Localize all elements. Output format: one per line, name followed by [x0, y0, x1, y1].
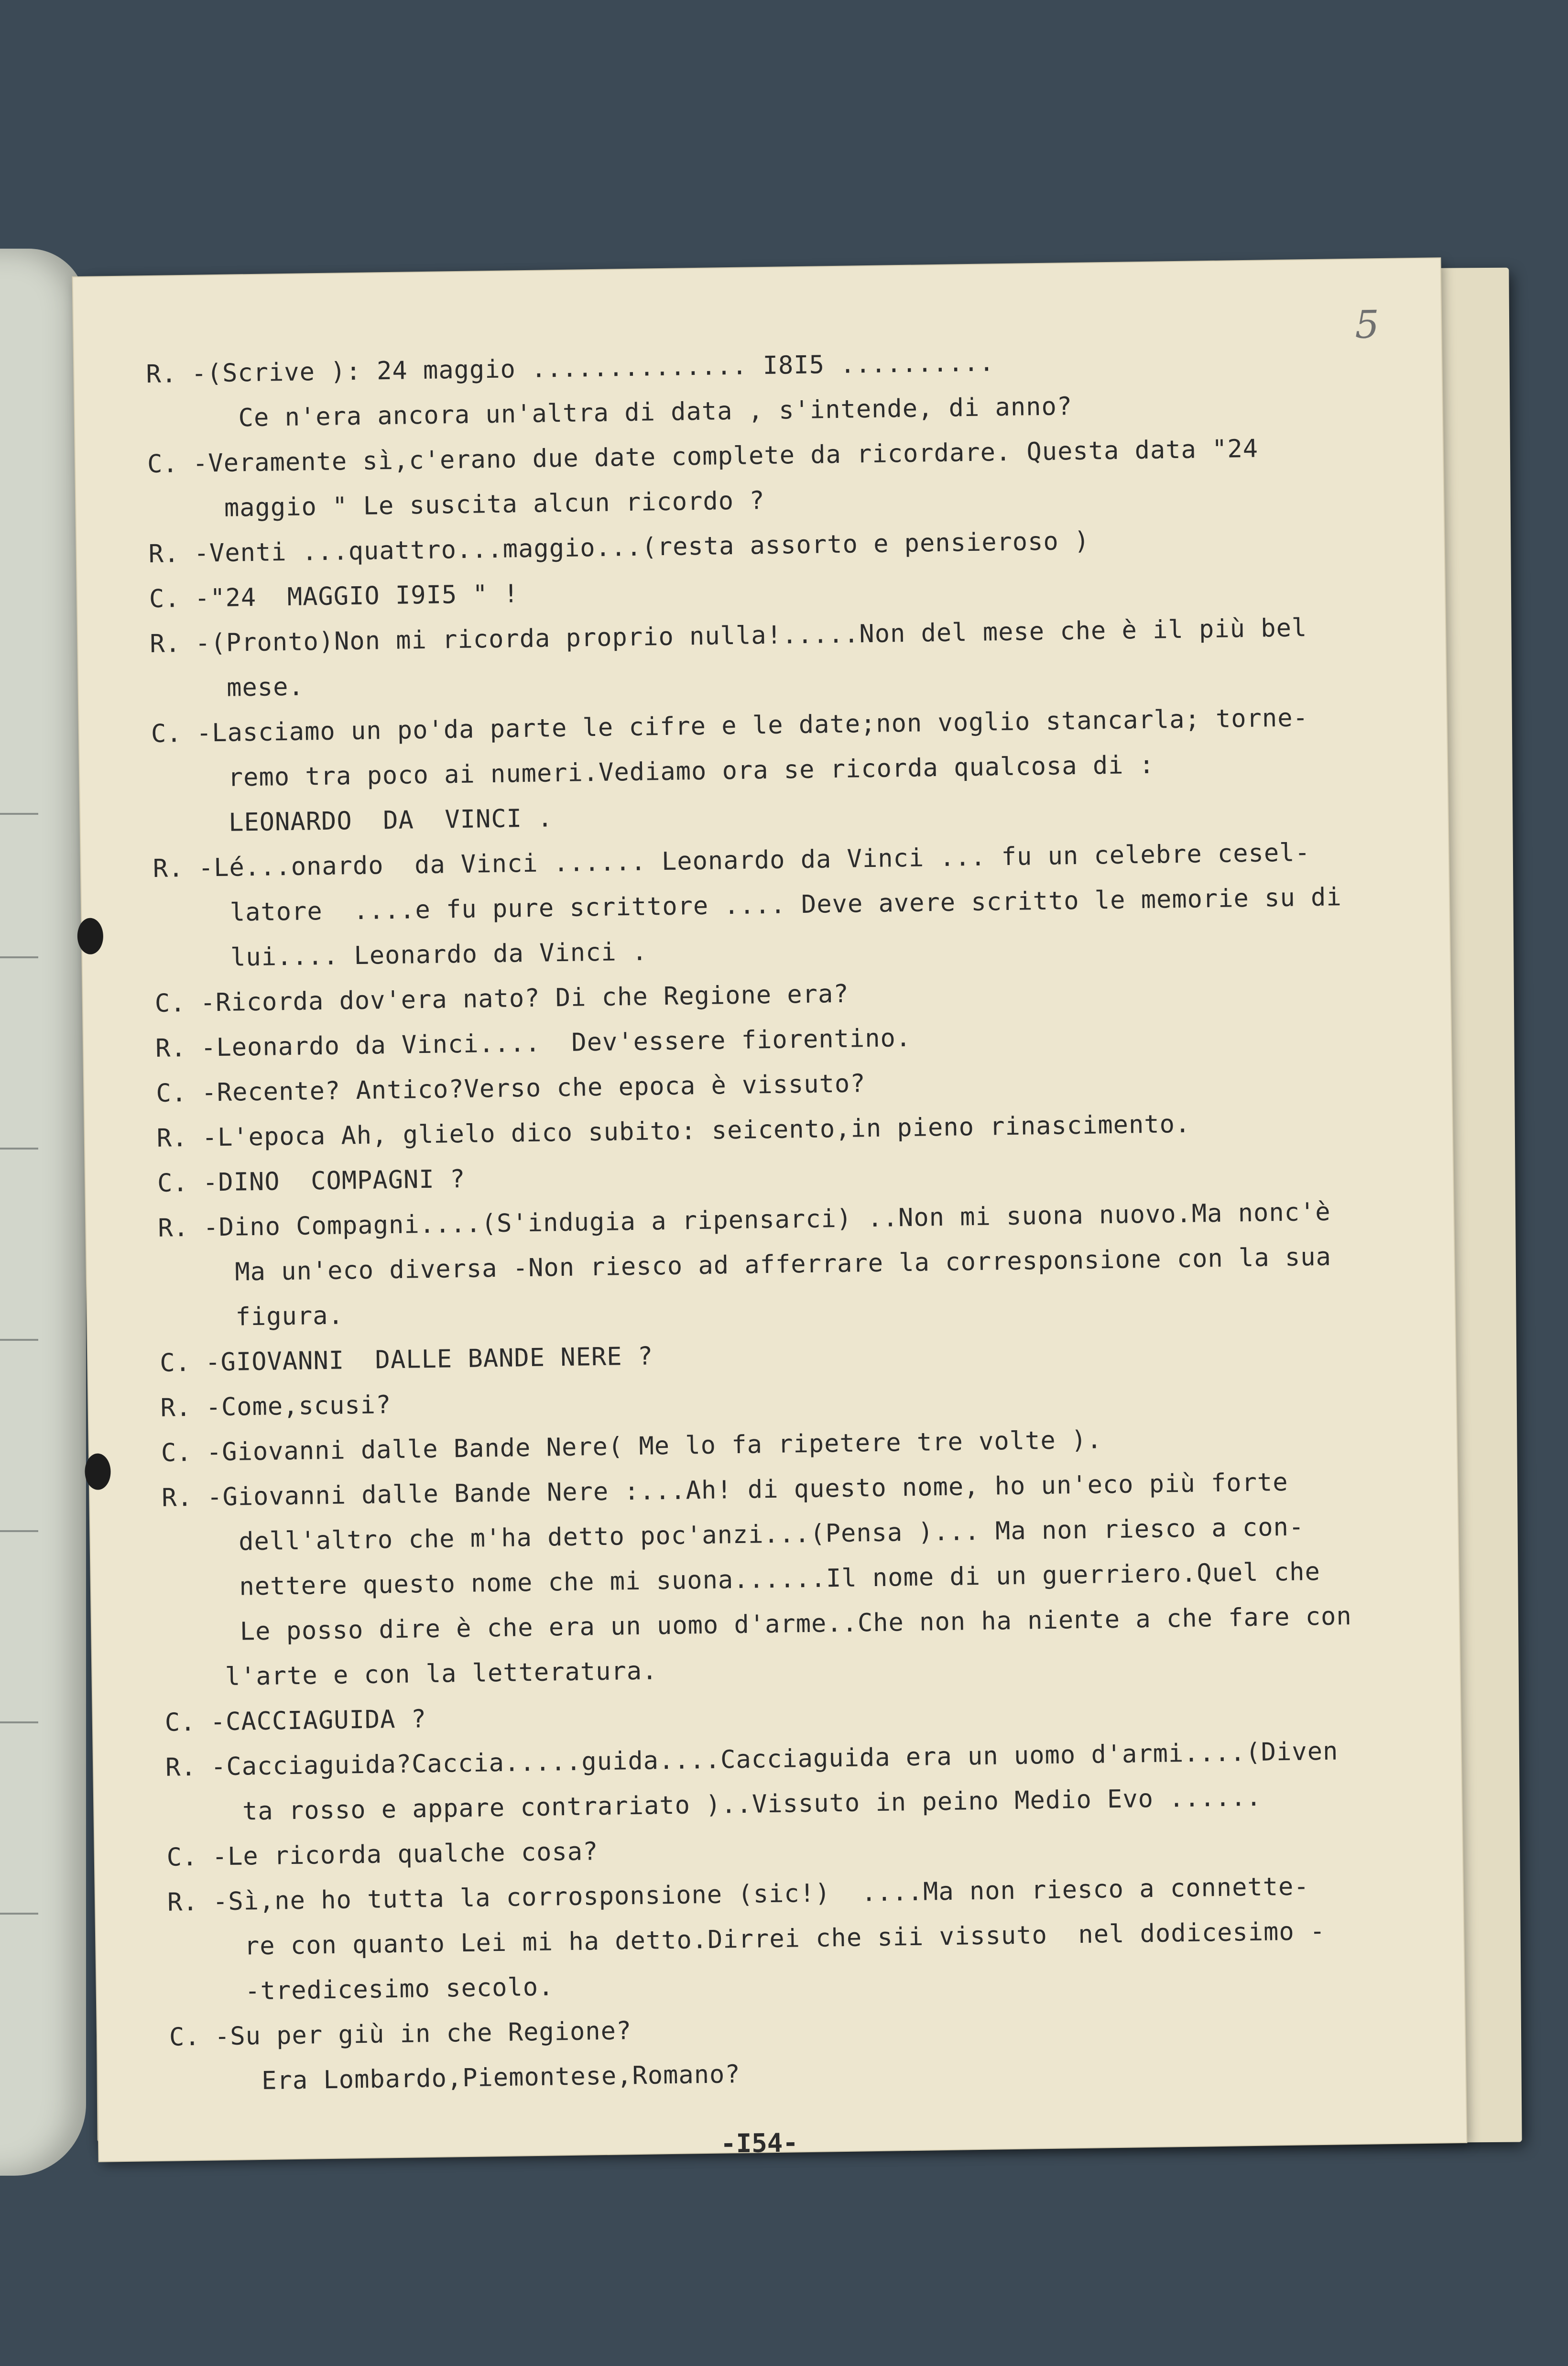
handwritten-page-mark: 5 [1354, 302, 1380, 347]
line-text: remo tra poco ai numeri.Vediamo ora se ricorda qualcosa di : [196, 750, 1155, 793]
line-text: -Le ricorda qualche cosa? [212, 1837, 599, 1872]
speaker-label: C. [154, 989, 186, 1018]
line-text: Era Lombardo,Piemontese,Romano? [215, 2060, 741, 2096]
speaker-label: C. [164, 1708, 196, 1737]
line-text: Ce n'era ancora un'altra di data , s'intende, di anno? [192, 392, 1073, 433]
line-text: -Sì,ne ho tutta la corrosponsione (sic!) ....Ma non riesco a connette- [212, 1872, 1310, 1917]
speaker-label [159, 1281, 204, 1282]
line-text: -Venti ...quattro...maggio...(resta assorto e pensieroso ) [194, 526, 1090, 568]
line-text: -Recente? Antico?Verso che epoca è vissuto? [201, 1069, 866, 1107]
speaker-label: R. [155, 1034, 187, 1063]
speaker-label: R. [149, 629, 181, 658]
line-text: maggio " Le suscita alcun ricordo ? [193, 486, 765, 523]
margin-mark [0, 1913, 38, 1915]
line-text: -CACCIAGUIDA ? [210, 1705, 427, 1737]
speaker-label: C. [169, 2022, 201, 2052]
typed-page [73, 258, 1467, 2161]
speaker-label: C. [161, 1438, 193, 1468]
line-text: -Leonardo da Vinci.... Dev'essere fiorentino. [200, 1023, 912, 1063]
speaker-label [163, 1640, 209, 1641]
margin-mark [0, 1339, 38, 1341]
line-text: mese. [196, 672, 305, 703]
line-text: -Giovanni dalle Bande Nere( Me lo fa ripetere tre volte ). [206, 1425, 1103, 1467]
line-text: -Lasciamo un po'da parte le cifre e le date;non voglio stancarla; torne- [196, 703, 1309, 748]
speaker-label: R. [165, 1753, 197, 1782]
margin-mark [0, 1148, 38, 1150]
line-text: -(Scrive ): 24 maggio .............. I8I5 .......... [191, 348, 995, 388]
speaker-label: C. [156, 1078, 187, 1108]
line-text: Ma un'eco diversa -Non riesco ad afferrare la corresponsione con la sua [204, 1242, 1332, 1287]
speaker-label: R. [167, 1887, 199, 1917]
left-page-edge [0, 249, 86, 2176]
line-text: -GIOVANNI DALLE BANDE NERE ? [205, 1342, 653, 1377]
line-text: -(Pronto)Non mi ricorda proprio nulla!.....Non del mese che è il più bel [195, 613, 1307, 658]
speaker-label: R. [152, 854, 184, 883]
margin-mark [0, 956, 38, 958]
speaker-label: R. [146, 360, 177, 389]
speaker-label [164, 1685, 210, 1686]
line-text: re con quanto Lei mi ha detto.Dirrei che sii vissuto nel dodicesimo - [213, 1917, 1326, 1961]
speaker-label: R. [160, 1393, 192, 1423]
speaker-label: R. [161, 1483, 193, 1512]
line-text: -Cacciaguida?Caccia.....guida....Cacciaguida era un uomo d'armi....(Diven [210, 1737, 1339, 1782]
margin-mark [0, 1721, 38, 1723]
speaker-label: C. [151, 719, 183, 748]
line-text: latore ....e fu pure scrittore .... Deve avere scritto le memorie su di [198, 883, 1342, 928]
line-text: l'arte e con la letteratura. [209, 1656, 658, 1692]
line-text: Le posso dire è che era un uomo d'arme..Che non ha niente a che fare con [208, 1602, 1352, 1647]
line-text: -Dino Compagni....(S'indugia a ripensarci) ..Non mi suona nuovo.Ma nonc'è [203, 1197, 1331, 1242]
speaker-label: C. [166, 1842, 198, 1872]
line-text: -Su per giù in che Regione? [214, 2016, 632, 2051]
margin-mark [0, 1530, 38, 1532]
margin-mark [0, 813, 38, 815]
line-text: -Ricorda dov'era nato? Di che Regione era? [200, 979, 849, 1018]
line-text: nettere questo nome che mi suona......Il nome di un guerriero.Quel che [208, 1557, 1321, 1602]
speaker-label [163, 1550, 208, 1551]
line-text: -tredicesimo secolo. [214, 1972, 554, 2006]
transcript-body [146, 342, 1461, 2113]
speaker-label: C. [159, 1348, 191, 1378]
speaker-label: R. [157, 1213, 189, 1243]
speaker-label [153, 921, 199, 922]
binder-hole [85, 1453, 111, 1490]
speaker-label: R. [148, 539, 180, 569]
line-text: -L'epoca Ah, glielo dico subito: seicento,in pieno rinascimento. [202, 1109, 1191, 1152]
line-text: figura. [204, 1301, 344, 1332]
line-text: dell'altro che m'ha detto poc'anzi...(Pensa )... Ma non riesco a con- [207, 1512, 1305, 1557]
speaker-label: C. [147, 449, 179, 479]
speaker-label [163, 1595, 208, 1596]
line-text: ta rosso e appare contrariato )..Vissuto in peino Medio Evo ...... [211, 1783, 1262, 1827]
speaker-label [154, 966, 200, 967]
line-text: lui.... Leonardo da Vinci . [199, 937, 648, 973]
line-text: LEONARDO DA VINCI . [197, 804, 554, 838]
speaker-label: C. [149, 584, 181, 613]
speaker-label: C. [157, 1168, 189, 1198]
line-text: -Lé...onardo da Vinci ...... Leonardo da Vinci ... fu un celebre cesel- [198, 838, 1311, 883]
binder-hole [77, 918, 103, 954]
line-text: -Come,scusi? [206, 1391, 392, 1422]
line-text: -Veramente sì,c'erano due date complete da ricordare. Questa data "24 [192, 434, 1259, 478]
line-text: -DINO COMPAGNI ? [202, 1164, 466, 1197]
page-footer-number: -I54- [720, 2127, 799, 2159]
speaker-label: R. [156, 1123, 188, 1153]
line-text: -Giovanni dalle Bande Nere :...Ah! di questo nome, ho un'eco più forte [207, 1468, 1288, 1512]
line-text: -"24 MAGGIO I9I5 " ! [194, 580, 519, 613]
